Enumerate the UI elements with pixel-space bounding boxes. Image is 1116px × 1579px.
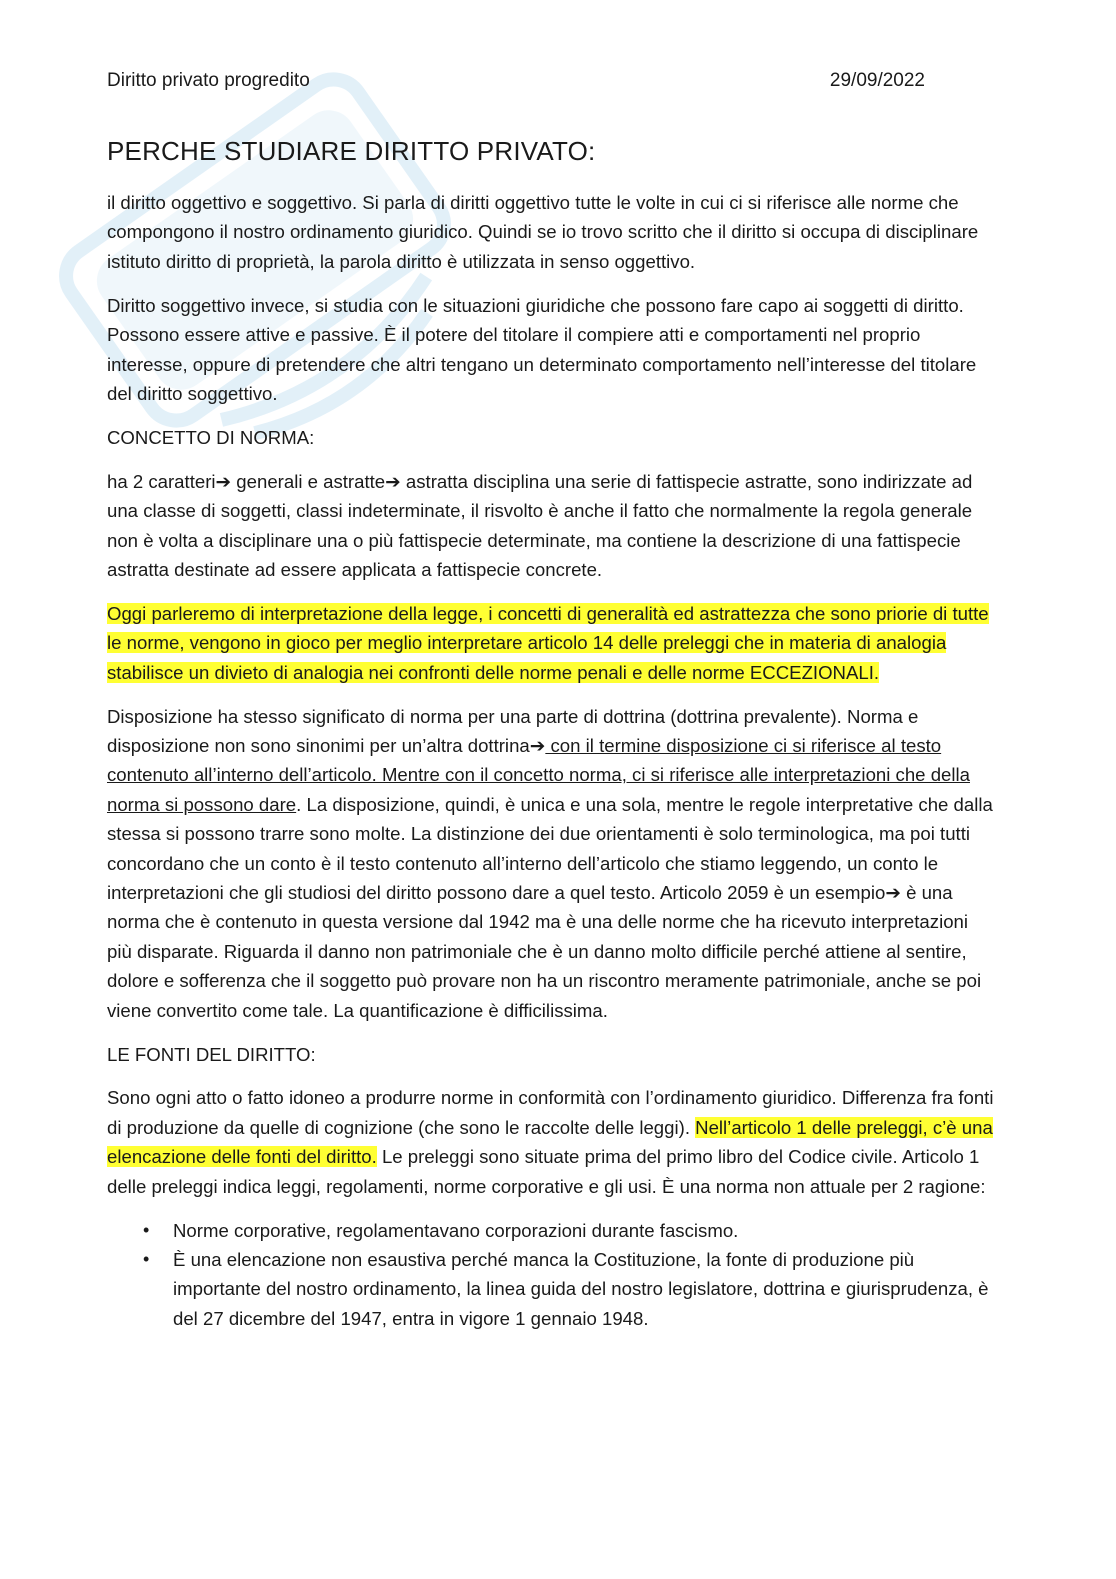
list-item: • È una elencazione non esaustiva perché manca la Costituzione, la fonte di produzione più importante del nostro ordinamento, la linea guida del nostro legislatore, dottrina e giurisprudenza, è del 27 dicembre del 1947, entra in vigore 1 gennaio 1948. (173, 1245, 997, 1333)
underlined-text: con il termine disposizione ci si riferisce al testo contenuto all’interno dell’articolo. Mentre con il concetto norma, ci si riferisce alle interpretazioni che della norma si possono dare (107, 735, 970, 815)
course-name: Diritto privato progredito (107, 70, 310, 91)
highlighted-text: Oggi parleremo di interpretazione della legge, i concetti di generalità ed astrattezza che sono priorie di tutte le norme, vengono in gioco per meglio interpretare articolo 14 delle preleggi che in materia di analogia stabilisce un divieto di analogia nei confronti delle norme penali e delle norme ECCEZIONALI. (107, 602, 989, 683)
paragraph-interpretazione (107, 599, 997, 687)
highlighted-text: Nell’articolo 1 delle preleggi, c’è una elencazione delle fonti del diritto. (107, 1116, 993, 1168)
heading-concetto-di-norma: CONCETTO DI NORMA: (107, 426, 315, 448)
heading-fonti-del-diritto: LE FONTI DEL DIRITTO: (107, 1043, 316, 1065)
list-item: • Norme corporative, regolamentavano corporazioni durante fascismo. (173, 1216, 997, 1245)
page-header (107, 70, 925, 92)
paragraph-diritto-soggettivo: Diritto soggettivo invece, si studia con le situazioni giuridiche che possono fare capo ai soggetti di diritto. Possono essere attive e passive. È il potere del titolare il compiere atti e comportamenti nel proprio interesse, oppure di pretendere che altri tengano un determinato comportamento nell’interesse del titolare del diritto soggettivo. (107, 294, 977, 404)
arrow-icon: ➔ (885, 882, 901, 904)
document-body (107, 188, 997, 1333)
paragraph-fonti: Sono ogni atto o fatto idoneo a produrre norme in conformità con l’ordinamento giuridico. Differenza fra fonti di produzione da quelle di cognizione (che sono le raccolte delle leggi). Nell’articolo 1 delle preleggi, c’è una elencazione delle fonti del diritto. Le preleggi sono situate prima del primo libro del Codice civile. Articolo 1 delle preleggi indica leggi, regolamenti, norme corporative e gli usi. È una norma non attuale per 2 ragione: (107, 1087, 994, 1197)
arrow-icon: ➔ (385, 470, 401, 492)
bullet-list (107, 1216, 997, 1334)
paragraph-disposizione-norma: Disposizione ha stesso significato di norma per una parte di dottrina (dottrina prevalente). Norma e disposizione non sono sinonimi per un’altra dottrina➔ con il termine disposizione ci si riferisce al testo contenuto all’interno dell’articolo. Mentre con il concetto norma, ci si riferisce alle interpretazioni che della norma si possono dare. La disposizione, quindi, è unica e una sola, mentre le regole interpretative che dalla stessa si possono trarre sono molte. La distinzione dei due orientamenti è solo terminologica, ma poi tutti concordano che un conto è il testo contenuto all’interno dell’articolo che stiamo leggendo, un conto le interpretazioni che gli studiosi del diritto possono dare a quel testo. Articolo 2059 è un esempio➔ è una norma che è contenuto in questa versione dal 1942 ma è una delle norme che ha ricevuto interpretazioni più disparate. Riguarda il danno non patrimoniale che è un danno molto difficile perché attiene al sentire, dolore e sofferenza che il soggetto può provare non ha un riscontro meramente patrimoniale, anche se poi viene convertito come tale. La quantificazione è difficilissima. (107, 705, 993, 1021)
lecture-date: 29/09/2022 (829, 70, 925, 91)
arrow-icon: ➔ (215, 470, 232, 492)
page-title: PERCHE STUDIARE DIRITTO PRIVATO: (107, 136, 596, 166)
paragraph-diritto-oggettivo: il diritto oggettivo e soggettivo. Si parla di diritti oggettivo tutte le volte in cui ci si riferisce alle norme che compongono il nostro ordinamento giuridico. Quindi se io trovo scritto che il diritto si occupa di disciplinare istituto diritto di proprietà, la parola diritto è utilizzata in senso oggettivo. (107, 192, 979, 272)
arrow-icon: ➔ (529, 735, 546, 756)
paragraph-caratteri-norma: ha 2 caratteri➔ generali e astratte➔ astratta disciplina una serie di fattispecie astratte, sono indirizzate ad una classe di soggetti, classi indeterminate, il risvolto è anche il fatto che normalmente la regola generale non è volta a disciplinare una o più fattispecie determinate, ma contiene la descrizione di una fattispecie astratta destinate ad essere applicata a fattispecie concrete. (107, 470, 973, 580)
